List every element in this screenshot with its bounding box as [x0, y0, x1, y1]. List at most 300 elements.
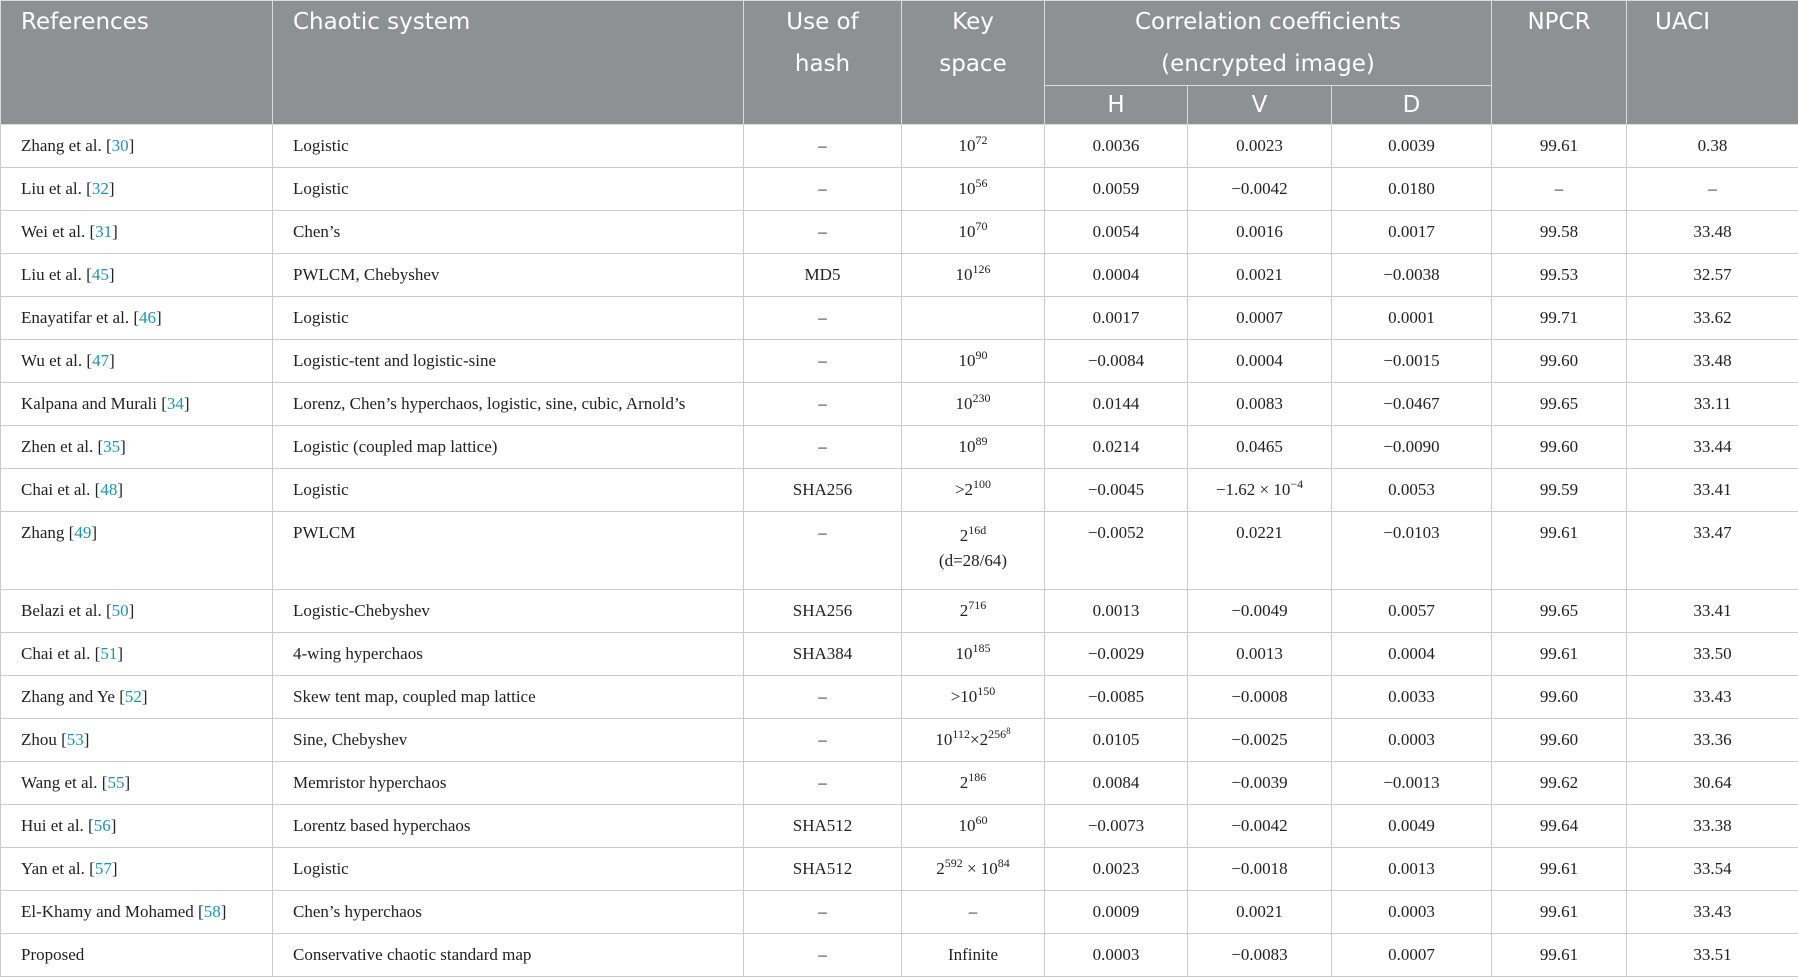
hash-cell: –: [744, 383, 902, 426]
reference-author: Zhang et al. [: [21, 136, 112, 155]
reference-author: Enayatifar et al. [: [21, 308, 139, 327]
correlation-d-cell: 0.0007: [1332, 934, 1492, 977]
npcr-cell: 99.64: [1492, 805, 1627, 848]
key-space-multiplier: × 10: [962, 859, 998, 878]
uaci-cell: 33.47: [1627, 512, 1798, 590]
key-space-cell: [902, 383, 1045, 426]
correlation-v-cell: [1188, 469, 1332, 512]
header-references: References: [1, 1, 273, 125]
correlation-v-cell: −0.0039: [1188, 762, 1332, 805]
reference-bracket: ]: [156, 308, 162, 327]
reference-cell: [1, 211, 273, 254]
key-space-value: [902, 434, 1044, 457]
key-space-text: Infinite: [947, 945, 999, 964]
header-correlation-line1: Correlation coefficients: [1135, 9, 1402, 35]
reference-number: 31: [95, 222, 113, 241]
table-body: [1, 125, 1798, 977]
reference-bracket: ]: [110, 816, 117, 835]
correlation-v-cell: 0.0465: [1188, 426, 1332, 469]
reference-bracket: ]: [108, 265, 115, 284]
npcr-cell: 99.60: [1492, 676, 1627, 719]
key-space-cell: [902, 512, 1045, 590]
correlation-h-cell: 0.0017: [1045, 297, 1188, 340]
key-space-exponent: 126: [972, 262, 991, 276]
reference-number: 32: [91, 179, 109, 198]
npcr-cell: 99.61: [1492, 633, 1627, 676]
key-space-value: [902, 523, 1044, 548]
reference-number: 57: [94, 859, 112, 878]
key-space-exponent: 70: [975, 219, 988, 233]
correlation-d-cell: −0.0015: [1332, 340, 1492, 383]
table-row: [1, 805, 1798, 848]
correlation-d-cell: 0.0001: [1332, 297, 1492, 340]
reference-author: Proposed: [21, 945, 85, 964]
header-row: [1, 1, 1798, 86]
chaotic-system-cell: Conservative chaotic standard map: [273, 934, 744, 977]
key-space-value: [902, 726, 1044, 750]
header-key-space-line1: Key: [952, 9, 994, 35]
reference-author: Zhang [: [21, 523, 75, 542]
table-row: [1, 297, 1798, 340]
key-space-exponent: 150: [977, 684, 996, 698]
reference-author: Belazi et al. [: [21, 601, 112, 620]
reference-number: 46: [139, 308, 156, 327]
header-use-of-hash-line1: Use of: [786, 9, 859, 35]
key-space-cell: [902, 719, 1045, 762]
key-space-base: 10: [958, 136, 976, 155]
uaci-cell: 33.43: [1627, 891, 1798, 934]
key-space-base: 10: [958, 437, 976, 456]
reference-bracket: ]: [83, 730, 90, 749]
correlation-v-cell: −0.0042: [1188, 805, 1332, 848]
correlation-h-cell: −0.0045: [1045, 469, 1188, 512]
key-space-base: 2: [964, 480, 974, 499]
correlation-h-cell: 0.0054: [1045, 211, 1188, 254]
header-uaci: UACI: [1627, 1, 1798, 125]
header-v: V: [1188, 86, 1332, 125]
key-space-cell: [902, 676, 1045, 719]
reference-author: Chai et al. [: [21, 644, 101, 663]
correlation-d-cell: 0.0003: [1332, 719, 1492, 762]
reference-author: Kalpana and Murali [: [21, 394, 167, 413]
chaotic-system-cell: Logistic: [273, 848, 744, 891]
uaci-cell: 33.11: [1627, 383, 1798, 426]
reference-number: 56: [93, 816, 111, 835]
key-space-cell: [902, 426, 1045, 469]
key-space-exponent-3: 8: [1006, 726, 1011, 736]
chaotic-system-cell: Lorenz, Chen’s hyperchaos, logistic, sine, cubic, Arnold’s: [273, 383, 744, 426]
reference-cell: [1, 590, 273, 633]
uaci-cell: 33.51: [1627, 934, 1798, 977]
reference-cell: [1, 340, 273, 383]
key-space-value: [902, 391, 1044, 414]
key-space-exponent: 716: [968, 598, 987, 612]
key-space-value: [902, 813, 1044, 836]
reference-bracket: ]: [128, 601, 135, 620]
key-space-base: 10: [958, 222, 976, 241]
header-d: D: [1332, 86, 1492, 125]
chaotic-system-cell: Memristor hyperchaos: [273, 762, 744, 805]
key-space-exponent: 230: [972, 391, 991, 405]
key-space-cell: [902, 254, 1045, 297]
key-space-exponent: 100: [973, 477, 992, 491]
uaci-cell: 33.48: [1627, 211, 1798, 254]
key-space-cell: [902, 848, 1045, 891]
correlation-v-cell: 0.0013: [1188, 633, 1332, 676]
correlation-d-cell: 0.0004: [1332, 633, 1492, 676]
key-space-base: 10: [958, 179, 976, 198]
npcr-cell: 99.61: [1492, 125, 1627, 168]
key-space-base: 2: [959, 773, 969, 792]
npcr-cell: 99.59: [1492, 469, 1627, 512]
key-space-value: [902, 770, 1044, 793]
table-row: [1, 633, 1798, 676]
correlation-v-cell: 0.0004: [1188, 340, 1332, 383]
chaotic-system-cell: Logistic-Chebyshev: [273, 590, 744, 633]
header-h: H: [1045, 86, 1188, 125]
correlation-h-cell: −0.0084: [1045, 340, 1188, 383]
table-row: [1, 383, 1798, 426]
uaci-cell: 33.43: [1627, 676, 1798, 719]
key-space-cell: [902, 934, 1045, 977]
reference-number: 52: [124, 687, 142, 706]
hash-cell: MD5: [744, 254, 902, 297]
chaotic-system-cell: Logistic: [273, 168, 744, 211]
hash-cell: –: [744, 934, 902, 977]
key-space-base: 2: [959, 526, 969, 545]
key-space-value: [902, 219, 1044, 242]
reference-bracket: ]: [111, 859, 118, 878]
key-space-base: 10: [958, 351, 976, 370]
correlation-d-cell: −0.0013: [1332, 762, 1492, 805]
uaci-cell: 32.57: [1627, 254, 1798, 297]
hash-cell: SHA512: [744, 848, 902, 891]
npcr-cell: 99.60: [1492, 719, 1627, 762]
key-space-exponent: 186: [968, 770, 987, 784]
reference-author: Zhang and Ye [: [21, 687, 125, 706]
hash-cell: SHA256: [744, 469, 902, 512]
correlation-d-cell: −0.0103: [1332, 512, 1492, 590]
reference-bracket: ]: [91, 523, 98, 542]
key-space-cell: [902, 340, 1045, 383]
key-space-cell: [902, 469, 1045, 512]
chaotic-system-cell: Chen’s hyperchaos: [273, 891, 744, 934]
reference-cell: [1, 848, 273, 891]
key-space-base: 10: [960, 687, 978, 706]
reference-author: Chai et al. [: [21, 480, 101, 499]
correlation-h-cell: 0.0013: [1045, 590, 1188, 633]
key-space-exponent: 112: [952, 727, 970, 741]
npcr-cell: –: [1492, 168, 1627, 211]
table-row: [1, 891, 1798, 934]
chaotic-system-cell: Skew tent map, coupled map lattice: [273, 676, 744, 719]
key-space-exponent: 56: [975, 176, 988, 190]
correlation-d-cell: 0.0039: [1332, 125, 1492, 168]
table-row: [1, 211, 1798, 254]
npcr-cell: 99.60: [1492, 426, 1627, 469]
chaotic-system-cell: Logistic-tent and logistic-sine: [273, 340, 744, 383]
hash-cell: –: [744, 512, 902, 590]
reference-cell: [1, 254, 273, 297]
npcr-cell: 99.60: [1492, 340, 1627, 383]
key-space-cell: [902, 211, 1045, 254]
table-header: [1, 1, 1798, 125]
reference-author: El-Khamy and Mohamed [: [21, 902, 204, 921]
uaci-cell: 33.44: [1627, 426, 1798, 469]
reference-author: Zhou [: [21, 730, 67, 749]
key-space-text: –: [968, 902, 978, 921]
key-space-base: 10: [955, 265, 973, 284]
key-space-exponent-2-value: 256: [988, 727, 1007, 741]
hash-cell: –: [744, 762, 902, 805]
chaotic-system-cell: Sine, Chebyshev: [273, 719, 744, 762]
reference-author: Wei et al. [: [21, 222, 96, 241]
key-space-value: [902, 262, 1044, 285]
uaci-cell: 33.54: [1627, 848, 1798, 891]
table-row: [1, 168, 1798, 211]
correlation-d-cell: −0.0038: [1332, 254, 1492, 297]
correlation-v-cell: 0.0083: [1188, 383, 1332, 426]
table-row: [1, 848, 1798, 891]
correlation-v-cell: 0.0021: [1188, 254, 1332, 297]
key-space-base: 10: [935, 730, 953, 749]
correlation-v-cell: −0.0042: [1188, 168, 1332, 211]
key-space-base: 10: [958, 816, 976, 835]
correlation-d-cell: 0.0049: [1332, 805, 1492, 848]
key-space-exponent: 185: [972, 641, 991, 655]
key-space-value: [902, 477, 1044, 500]
reference-number: 49: [74, 523, 92, 542]
reference-cell: [1, 383, 273, 426]
reference-author: Wang et al. [: [21, 773, 108, 792]
correlation-d-cell: 0.0180: [1332, 168, 1492, 211]
key-space-value: [902, 348, 1044, 371]
correlation-v-cell: 0.0016: [1188, 211, 1332, 254]
reference-bracket: ]: [117, 480, 123, 499]
npcr-cell: 99.58: [1492, 211, 1627, 254]
chaotic-system-cell: Logistic: [273, 469, 744, 512]
correlation-h-cell: 0.0009: [1045, 891, 1188, 934]
npcr-cell: 99.62: [1492, 762, 1627, 805]
reference-author: Hui et al. [: [21, 816, 94, 835]
table-row: [1, 254, 1798, 297]
table-row: [1, 590, 1798, 633]
correlation-h-cell: 0.0144: [1045, 383, 1188, 426]
table-row: [1, 762, 1798, 805]
correlation-h-cell: −0.0085: [1045, 676, 1188, 719]
key-space-multiplier: ×2: [969, 730, 989, 749]
reference-author: Wu et al. [: [21, 351, 93, 370]
reference-bracket: ]: [183, 394, 190, 413]
key-space-cell: [902, 762, 1045, 805]
correlation-v-cell: 0.0021: [1188, 891, 1332, 934]
reference-bracket: ]: [108, 179, 115, 198]
reference-bracket: ]: [109, 351, 115, 370]
key-space-value: [902, 598, 1044, 621]
key-space-exponent: 90: [975, 348, 988, 362]
table-row: [1, 676, 1798, 719]
hash-cell: –: [744, 168, 902, 211]
uaci-cell: 33.41: [1627, 469, 1798, 512]
hash-cell: SHA384: [744, 633, 902, 676]
reference-bracket: ]: [124, 773, 131, 792]
table-row: [1, 719, 1798, 762]
key-space-base: 10: [955, 394, 973, 413]
correlation-v-cell: 0.0007: [1188, 297, 1332, 340]
key-space-cell: [902, 633, 1045, 676]
chaotic-system-cell: Logistic: [273, 297, 744, 340]
correlation-h-cell: 0.0023: [1045, 848, 1188, 891]
correlation-d-cell: 0.0053: [1332, 469, 1492, 512]
correlation-h-cell: 0.0084: [1045, 762, 1188, 805]
correlation-h-cell: −0.0073: [1045, 805, 1188, 848]
reference-cell: [1, 297, 273, 340]
reference-author: Liu et al. [: [21, 265, 92, 284]
npcr-cell: 99.61: [1492, 934, 1627, 977]
hash-cell: –: [744, 719, 902, 762]
correlation-h-cell: 0.0004: [1045, 254, 1188, 297]
key-space-exponent: 16d: [968, 523, 987, 537]
npcr-cell: 99.65: [1492, 590, 1627, 633]
reference-number: 35: [103, 437, 121, 456]
npcr-cell: 99.53: [1492, 254, 1627, 297]
hash-cell: –: [744, 426, 902, 469]
correlation-v-cell: −0.0018: [1188, 848, 1332, 891]
header-use-of-hash: [744, 1, 902, 125]
correlation-d-cell: 0.0057: [1332, 590, 1492, 633]
correlation-d-cell: −0.0090: [1332, 426, 1492, 469]
reference-number: 51: [100, 644, 118, 663]
npcr-cell: 99.61: [1492, 512, 1627, 590]
reference-cell: [1, 762, 273, 805]
key-space-cell: [902, 168, 1045, 211]
table-row: [1, 340, 1798, 383]
key-space-base: 2: [959, 601, 969, 620]
chaotic-system-cell: Lorentz based hyperchaos: [273, 805, 744, 848]
correlation-h-cell: 0.0214: [1045, 426, 1188, 469]
reference-bracket: ]: [112, 222, 118, 241]
uaci-cell: 33.50: [1627, 633, 1798, 676]
reference-number: 58: [203, 902, 221, 921]
npcr-cell: 99.61: [1492, 848, 1627, 891]
key-space-exponent-2-value: 84: [997, 856, 1010, 870]
reference-author: Yan et al. [: [21, 859, 95, 878]
reference-number: 50: [111, 601, 129, 620]
chaotic-system-cell: PWLCM, Chebyshev: [273, 254, 744, 297]
header-use-of-hash-line2: hash: [794, 51, 851, 77]
reference-number: 30: [111, 136, 129, 155]
reference-cell: [1, 934, 273, 977]
correlation-h-cell: 0.0059: [1045, 168, 1188, 211]
correlation-d-cell: −0.0467: [1332, 383, 1492, 426]
correlation-d-cell: 0.0013: [1332, 848, 1492, 891]
chaotic-system-cell: PWLCM: [273, 512, 744, 590]
uaci-cell: 33.41: [1627, 590, 1798, 633]
reference-cell: [1, 168, 273, 211]
header-key-space: [902, 1, 1045, 125]
reference-bracket: ]: [128, 136, 135, 155]
reference-author: Zhen et al. [: [21, 437, 104, 456]
header-key-space-line2: space: [939, 51, 1007, 77]
key-space-value: [902, 133, 1044, 156]
reference-number: 45: [91, 265, 109, 284]
correlation-v-cell: −0.0049: [1188, 590, 1332, 633]
correlation-d-cell: 0.0033: [1332, 676, 1492, 719]
key-space-exponent: 60: [975, 813, 988, 827]
correlation-d-cell: 0.0017: [1332, 211, 1492, 254]
hash-cell: SHA512: [744, 805, 902, 848]
key-space-cell: [902, 297, 1045, 340]
npcr-cell: 99.61: [1492, 891, 1627, 934]
table-row: [1, 934, 1798, 977]
key-space-note: (d=28/64): [938, 551, 1008, 570]
table-row: [1, 512, 1798, 590]
key-space-value: [902, 856, 1044, 879]
uaci-cell: 33.38: [1627, 805, 1798, 848]
uaci-cell: –: [1627, 168, 1798, 211]
reference-number: 47: [92, 351, 110, 370]
reference-number: 48: [100, 480, 118, 499]
reference-number: 34: [166, 394, 184, 413]
key-space-value: [902, 684, 1044, 707]
reference-bracket: ]: [120, 437, 126, 456]
reference-cell: [1, 469, 273, 512]
uaci-cell: 33.36: [1627, 719, 1798, 762]
key-space-exponent-2: [998, 856, 1010, 870]
reference-cell: [1, 633, 273, 676]
reference-cell: [1, 805, 273, 848]
correlation-d-cell: 0.0003: [1332, 891, 1492, 934]
correlation-v-cell: −0.0008: [1188, 676, 1332, 719]
chaotic-system-cell: Logistic (coupled map lattice): [273, 426, 744, 469]
key-space-value: [902, 641, 1044, 664]
key-space-cell: [902, 590, 1045, 633]
header-correlation: [1045, 1, 1492, 86]
correlation-h-cell: 0.0003: [1045, 934, 1188, 977]
correlation-v-cell: 0.0221: [1188, 512, 1332, 590]
reference-author: Liu et al. [: [21, 179, 92, 198]
table-row: [1, 469, 1798, 512]
key-space-exponent: 89: [975, 434, 988, 448]
correlation-h-cell: 0.0105: [1045, 719, 1188, 762]
hash-cell: –: [744, 676, 902, 719]
hash-cell: –: [744, 340, 902, 383]
reference-cell: [1, 719, 273, 762]
key-space-exponent: 72: [975, 133, 988, 147]
correlation-h-cell: −0.0029: [1045, 633, 1188, 676]
key-space-exponent-2: [988, 727, 1011, 741]
chaotic-system-cell: 4-wing hyperchaos: [273, 633, 744, 676]
reference-cell: [1, 426, 273, 469]
reference-bracket: ]: [220, 902, 227, 921]
correlation-v-exponent: −4: [1290, 477, 1304, 491]
reference-number: 53: [66, 730, 84, 749]
hash-cell: –: [744, 891, 902, 934]
uaci-cell: 33.48: [1627, 340, 1798, 383]
key-space-base: 2: [936, 859, 945, 878]
key-space-cell: [902, 891, 1045, 934]
key-space-exponent: 592: [944, 856, 963, 870]
reference-number: 55: [107, 773, 125, 792]
chaotic-system-cell: Logistic: [273, 125, 744, 168]
key-space-value: [902, 176, 1044, 199]
header-npcr: NPCR: [1492, 1, 1627, 125]
hash-cell: –: [744, 125, 902, 168]
key-space-prefix: >: [954, 480, 965, 499]
correlation-v-mantissa: −1.62 × 10: [1215, 480, 1291, 499]
uaci-cell: 30.64: [1627, 762, 1798, 805]
reference-cell: [1, 512, 273, 590]
